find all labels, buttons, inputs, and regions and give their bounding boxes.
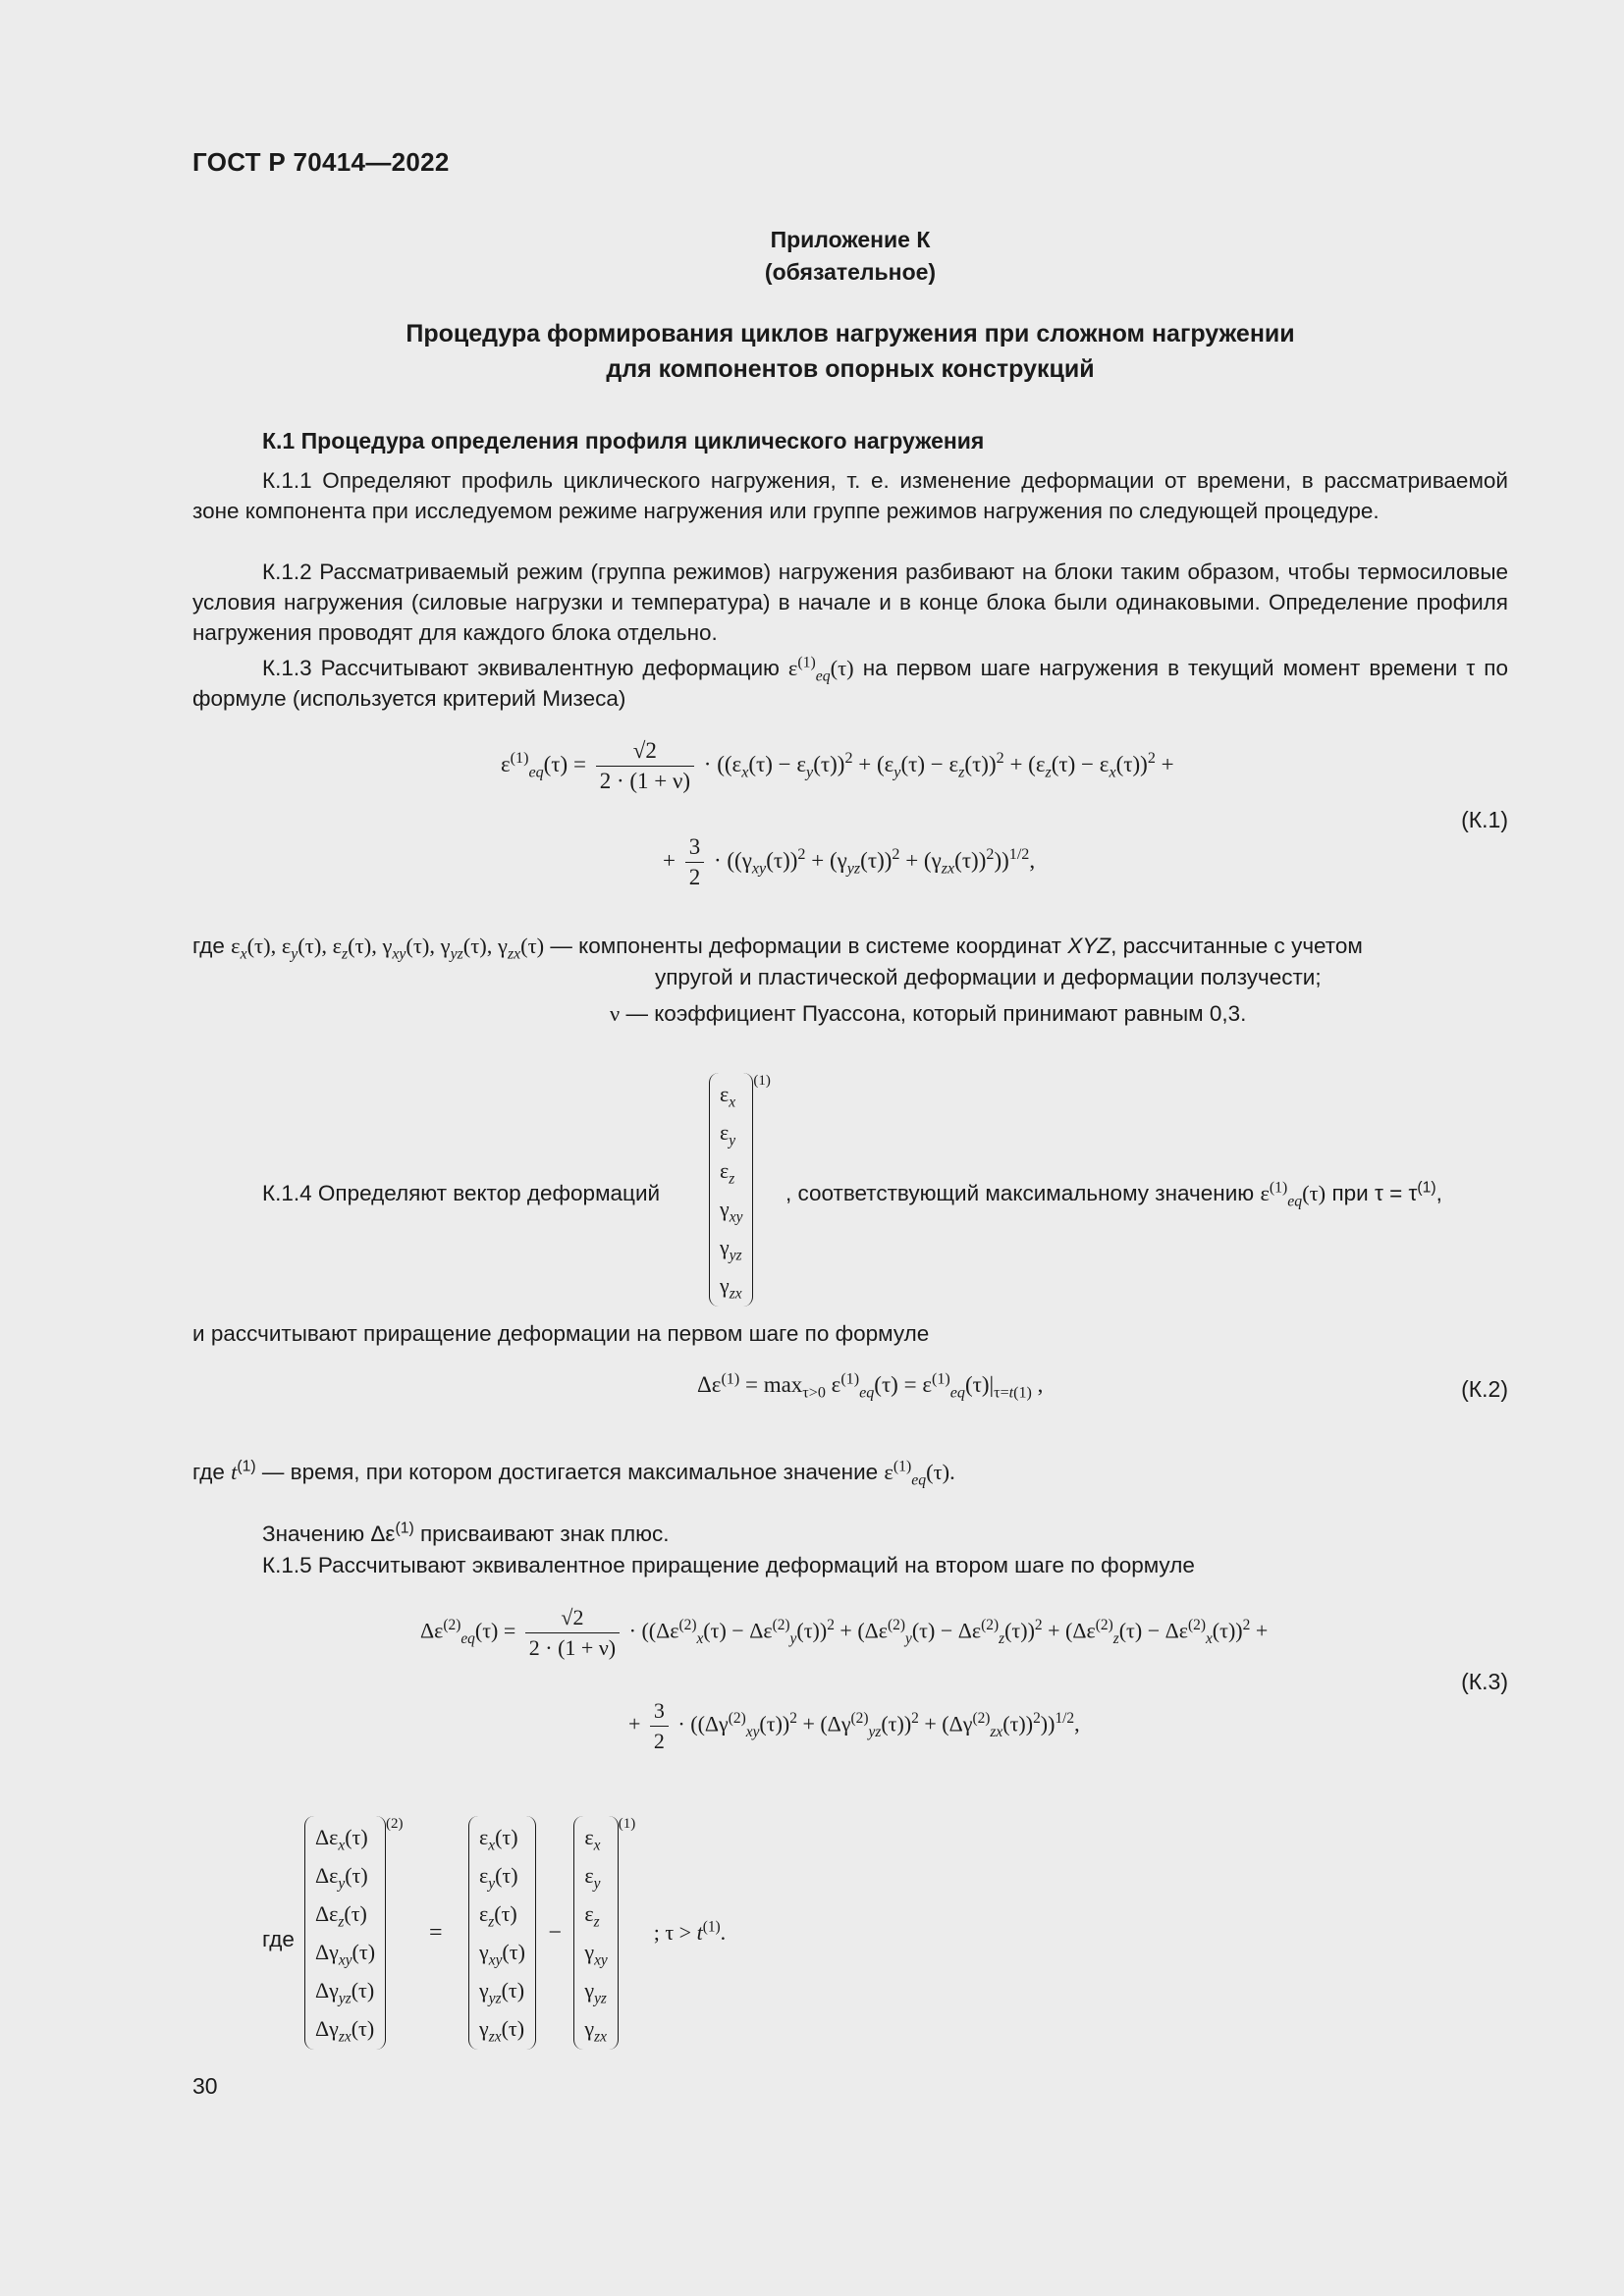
strain-vector-matrix: $\varepsilon_x$ $\varepsilon_y$ $\varepsilon_z$ $\gamma_{xy}$ $\gamma_{yz}$ $\gamma_{zx}$ (1) — [709, 1073, 771, 1307]
equation-number-k2: (К.2) — [1461, 1376, 1508, 1402]
equation-k3-line1: $\Delta\varepsilon^{(2)}_{eq}(\tau)$ = $\frac{√2}{2 \cdot (1 + \nu)}$ · ($(\Delta\varepsilon^{(2)}_x(\tau) - \Delta\varepsilon^{(2)}_y(\tau))^2 + (\Delta\varepsilon^{(2)}_y(\tau) - \Delta\varepsilon^{(2)}_z(\tau))^2 + (\Delta\varepsilon^{(2)}_z(\tau) - \Delta\varepsilon^{(2)}_x(\tau))^2$ + — [420, 1605, 1269, 1660]
equation-number-k3: (К.3) — [1461, 1669, 1508, 1694]
standard-id: ГОСТ Р 70414—2022 — [192, 147, 450, 177]
paragraph-k14-after: и рассчитывают приращение деформации на первом шаге по формуле — [192, 1321, 930, 1346]
current-strain-matrix: $\varepsilon_x(\tau)$ $\varepsilon_y(\tau)$ $\varepsilon_z(\tau)$ $\gamma_{xy}(\tau)$ $\gamma_{yz}(\tau)$ $\gamma_{zx}(\tau)$ — [468, 1816, 536, 2050]
appendix-status: (обязательное) — [764, 259, 937, 285]
paragraph-k11: К.1.1 Определяют профиль циклического нагружения, т. е. изменение деформации от времени, в рассматриваемой зоне компонента при исследуемом режиме нагружения или группе режимов нагружения по следующей процедуре. — [192, 468, 1508, 523]
where-delta: где — [262, 1927, 295, 1951]
equation-number-k1: (К.1) — [1461, 807, 1508, 832]
appendix-title: Приложение К — [770, 227, 931, 252]
where-components: где $\varepsilon_x(\tau)$, $\varepsilon_y(\tau)$, $\varepsilon_z(\tau)$, $\gamma_{xy}(\tau)$, $\gamma_{yz}(\tau)$, $\gamma_{zx}(\tau)$ — компоненты деформации в системе координат XYZ, рассчитанные с учетом — [192, 934, 1363, 963]
where-nu: ν — коэффициент Пуассона, который принимают равным 0,3. — [610, 1001, 1247, 1026]
where-t1: где $t^{(1)}$ — время, при котором достигается максимальное значение $\varepsilon^{(1)}_{eq}(\tau)$. — [192, 1458, 955, 1489]
where-components-cont: упругой и пластической деформации и деформации ползучести; — [655, 965, 1322, 989]
section-heading-k1: К.1 Процедура определения профиля циклического нагружения — [262, 428, 985, 454]
k13-text-b: на первом шаге нагружения в текущий момент времени τ по формуле (используется критерий Мизеса) — [192, 656, 1508, 711]
document-title — [192, 316, 1508, 387]
sqrt2-fraction: $\frac{√2}{2 \cdot (1 + \nu)}$ — [596, 738, 694, 794]
paragraph-k13 — [192, 653, 1508, 714]
eps-eq-inline: $\varepsilon^{(1)}_{eq}(\tau)$ — [787, 654, 854, 685]
equation-k3-line2: + $\frac{3}{2}$ · $((\Delta\gamma^{(2)}_{xy}(\tau))^2 + (\Delta\gamma^{(2)}_{yz}(\tau))^2 + (\Delta\gamma^{(2)}_{zx}(\tau))^2))^{1/2}$, — [628, 1698, 1080, 1753]
paragraph-k14-b: , соответствующий максимальному значению $\varepsilon^{(1)}_{eq}(\tau)$ при $\tau = \tau^{(1)}$, — [785, 1179, 1442, 1210]
equation-k1-line2: + $\frac{3}{2}$ · $((\gamma_{xy}(\tau))^2 + (\gamma_{yz}(\tau))^2 + (\gamma_{zx}(\tau))^2))^{1/2}$, — [663, 834, 1036, 889]
delta-strain-matrix: $\Delta\varepsilon_x(\tau)$ $\Delta\varepsilon_y(\tau)$ $\Delta\varepsilon_z(\tau)$ $\Delta\gamma_{xy}(\tau)$ $\Delta\gamma_{yz}(\tau)$ $\Delta\gamma_{zx}(\tau)$ — [304, 1816, 386, 2050]
equation-k2: $\Delta\varepsilon^{(1)} = \max_{\tau>0} \varepsilon^{(1)}_{eq}(\tau) = \varepsilon^{(1)}_{eq}(\tau)|_{\tau=t(1)}$ , — [697, 1370, 1044, 1402]
appendix-heading — [192, 224, 1508, 289]
paragraph-k14-a: К.1.4 Определяют вектор деформаций — [262, 1181, 661, 1205]
page-number: 30 — [192, 2073, 218, 2099]
paragraph-k12: К.1.2 Рассматриваемый режим (группа режимов) нагружения разбивают на блоки таким образом, чтобы термосиловые условия нагружения (силовые нагрузки и температура) в начале и в конце блока были одинаковыми. Определение профиля нагружения проводят для каждого блока отдельно. — [192, 560, 1508, 645]
paragraph-k15: К.1.5 Рассчитывают эквивалентное приращение деформаций на втором шаге по формуле — [262, 1553, 1195, 1577]
equation-k1-line1: $\varepsilon^{(1)}_{eq}(\tau)$ = $\frac{√2}{2 \cdot (1 + \nu)}$ · ($(\varepsilon_x(\tau) - \varepsilon_y(\tau))^2 + (\varepsilon_y(\tau) - \varepsilon_z(\tau))^2 + (\varepsilon_z(\tau) - \varepsilon_x(\tau))^2$ + — [501, 738, 1174, 793]
k13-text-a: К.1.3 Рассчитывают эквивалентную деформацию — [262, 656, 780, 680]
title-line-1: Процедура формирования циклов нагружения при сложном нагружении — [406, 320, 1295, 347]
title-line-2: для компонентов опорных конструкций — [606, 355, 1095, 383]
delta-vector-equation: $\Delta\varepsilon_x(\tau)$ $\Delta\varepsilon_y(\tau)$ $\Delta\varepsilon_z(\tau)$ $\Delta\gamma_{xy}(\tau)$ $\Delta\gamma_{yz}(\tau)$ $\Delta\gamma_{zx}(\tau)$ (2) = $\varepsilon_x(\tau)$ $\varepsilon_y(\tau)$ $\varepsilon_z(\tau)$ $\gamma_{xy}(\tau)$ $\gamma_{yz}(\tau)$ $\gamma_{zx}(\tau)$ − $\varepsilon_x$ $\varepsilon_y$ $\varepsilon_z$ $\gamma_{xy}$ $\gamma_{yz}$ $\gamma_{zx}$ (1) ; $\tau > t^{(1)}$. — [304, 1816, 726, 2050]
initial-strain-matrix: $\varepsilon_x$ $\varepsilon_y$ $\varepsilon_z$ $\gamma_{xy}$ $\gamma_{yz}$ $\gamma_{zx}$ — [573, 1816, 618, 2050]
sign-assignment: Значению $\Delta\varepsilon^{(1)}$ присваивают знак плюс. — [262, 1520, 670, 1546]
